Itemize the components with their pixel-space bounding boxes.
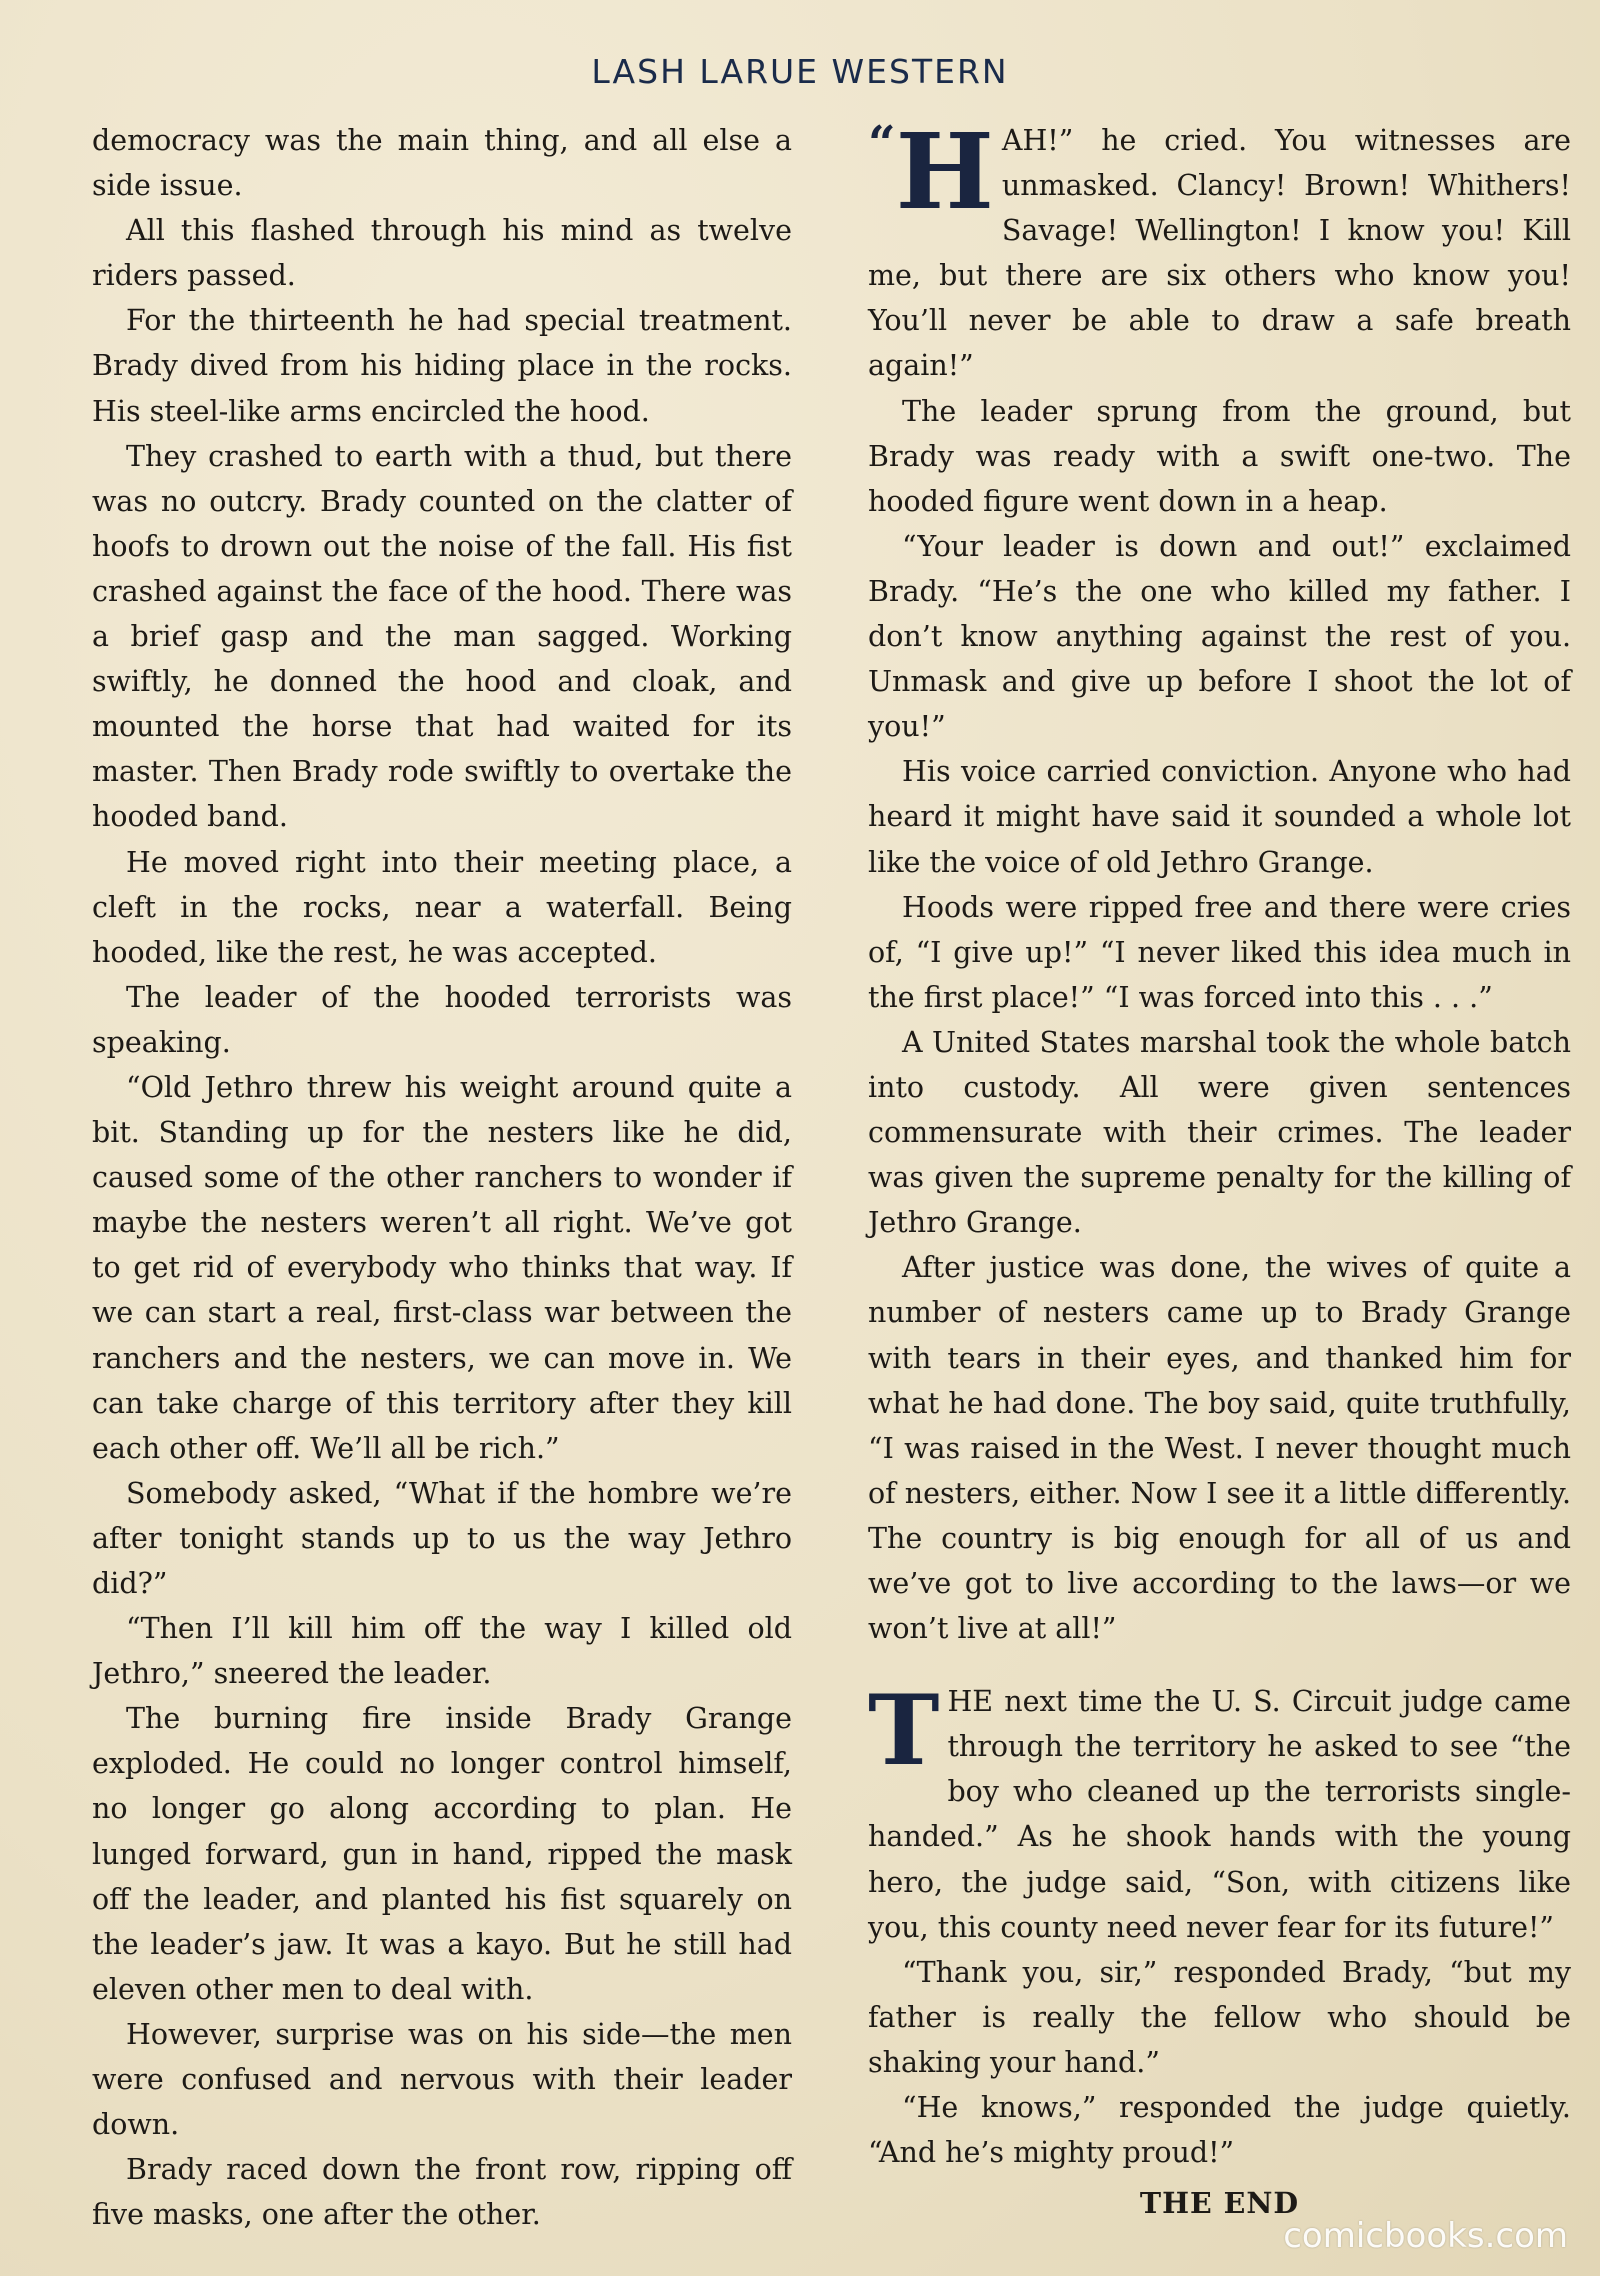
drop-cap-t: T — [868, 1674, 940, 1788]
site-watermark: comicbooks.com — [1283, 2216, 1568, 2256]
paragraph-dropcap-t — [868, 1674, 1571, 1950]
section-spacer — [868, 1651, 1571, 1679]
paragraph: The leader sprung from the ground, but Brady was ready with a swift one-two. The hooded figure went down in a heap. — [868, 394, 1571, 518]
paragraph: “Your leader is down and out!” exclaimed Brady. “He’s the one who killed my father. I don’t know anything against the rest of you. Unmask and give up before I shoot the lot of you!” — [868, 529, 1571, 744]
page-header-title: LASH LARUE WESTERN — [591, 52, 1009, 91]
paragraph: After justice was done, the wives of quite a number of nesters came up to Brady Grange with tears in their eyes, and thanked him for what he had done. The boy said, quite truthfully, “I was raised in the West. I never thought much of nesters, either. Now I see it a little differently. The country is big enough for all of us and we’ve got to live according to the laws—or we won’t live at all!” — [868, 1251, 1571, 1646]
paragraph: For the thirteenth he had special treatment. Brady dived from his hiding place in the rocks. His steel-like arms encircled the hood. — [92, 304, 792, 428]
paragraph: Somebody asked, “What if the hombre we’re after tonight stands up to us the way Jethro did?” — [92, 1476, 792, 1600]
paragraph-text: HE next time the U. S. Circuit judge came through the territory he asked to see “the boy who cleaned up the terrorists single-handed.” As he shook hands with the young hero, the judge said, “Son, with citizens like you, this county need never fear for its future!” — [868, 1685, 1571, 1944]
paragraph: The leader of the hooded terrorists was speaking. — [92, 980, 792, 1059]
paragraph-text: AH!” he cried. You witnesses are unmasked. Clancy! Brown! Whithers! Savage! Wellington! I know you! Kill me, but there are six others who know you! You’ll never be able to draw a safe breath again!” — [868, 124, 1571, 383]
paragraph: “He knows,” responded the judge quietly. “And he’s mighty proud!” — [868, 2091, 1571, 2170]
the-end-label: THE END — [1139, 2186, 1300, 2221]
right-text-column — [868, 110, 1571, 2226]
paragraph: democracy was the main thing, and all else a side issue. — [92, 124, 792, 203]
paragraph: “Thank you, sir,” responded Brady, “but my father is really the fellow who should be shaking your hand.” — [868, 1955, 1571, 2079]
paragraph: The burning fire inside Brady Grange exploded. He could no longer control himself, no longer go along according to plan. He lunged forward, gun in hand, ripped the mask off the leader, and planted his fist squarely on the leader’s jaw. It was a kayo. But he still had eleven other men to deal with. — [92, 1702, 792, 2006]
paragraph: All this flashed through his mind as twelve riders passed. — [92, 214, 792, 293]
paragraph: Hoods were ripped free and there were cries of, “I give up!” “I never liked this idea much in the first place!” “I was forced into this . . .” — [868, 890, 1571, 1014]
drop-cap-h — [868, 110, 994, 233]
paragraph: A United States marshal took the whole batch into custody. All were given sentences commensurate with their crimes. The leader was given the supreme penalty for the killing of Jethro Grange. — [868, 1025, 1571, 1240]
left-text-column — [92, 118, 792, 2237]
paragraph-dropcap-h — [868, 110, 1571, 389]
paragraph: His voice carried conviction. Anyone who had heard it might have said it sounded a whole lot like the voice of old Jethro Grange. — [868, 755, 1571, 879]
drop-cap-quote-mark: “ — [868, 116, 896, 172]
paragraph: “Then I’ll kill him off the way I killed old Jethro,” sneered the leader. — [92, 1612, 792, 1691]
paragraph: They crashed to earth with a thud, but there was no outcry. Brady counted on the clatter of hoofs to drown out the noise of the fall. His fist crashed against the face of the hood. There was a brief gasp and the man sagged. Working swiftly, he donned the hood and cloak, and mounted the horse that had waited for its master. Then Brady rode swiftly to overtake the hooded band. — [92, 439, 792, 834]
paragraph: “Old Jethro threw his weight around quite a bit. Standing up for the nesters like he did, caused some of the other ranchers to wonder if maybe the nesters weren’t all right. We’ve got to get rid of everybody who thinks that way. If we can start a real, first-class war between the ranchers and the nesters, we can move in. We can take charge of this territory after they kill each other off. We’ll all be rich.” — [92, 1070, 792, 1465]
paragraph: He moved right into their meeting place, a cleft in the rocks, near a waterfall. Being hooded, like the rest, he was accepted. — [92, 845, 792, 969]
paragraph: However, surprise was on his side—the men were confused and nervous with their leader down. — [92, 2017, 792, 2142]
drop-cap-letter: H — [895, 110, 994, 233]
paragraph: Brady raced down the front row, ripping off five masks, one after the other. — [92, 2153, 792, 2232]
